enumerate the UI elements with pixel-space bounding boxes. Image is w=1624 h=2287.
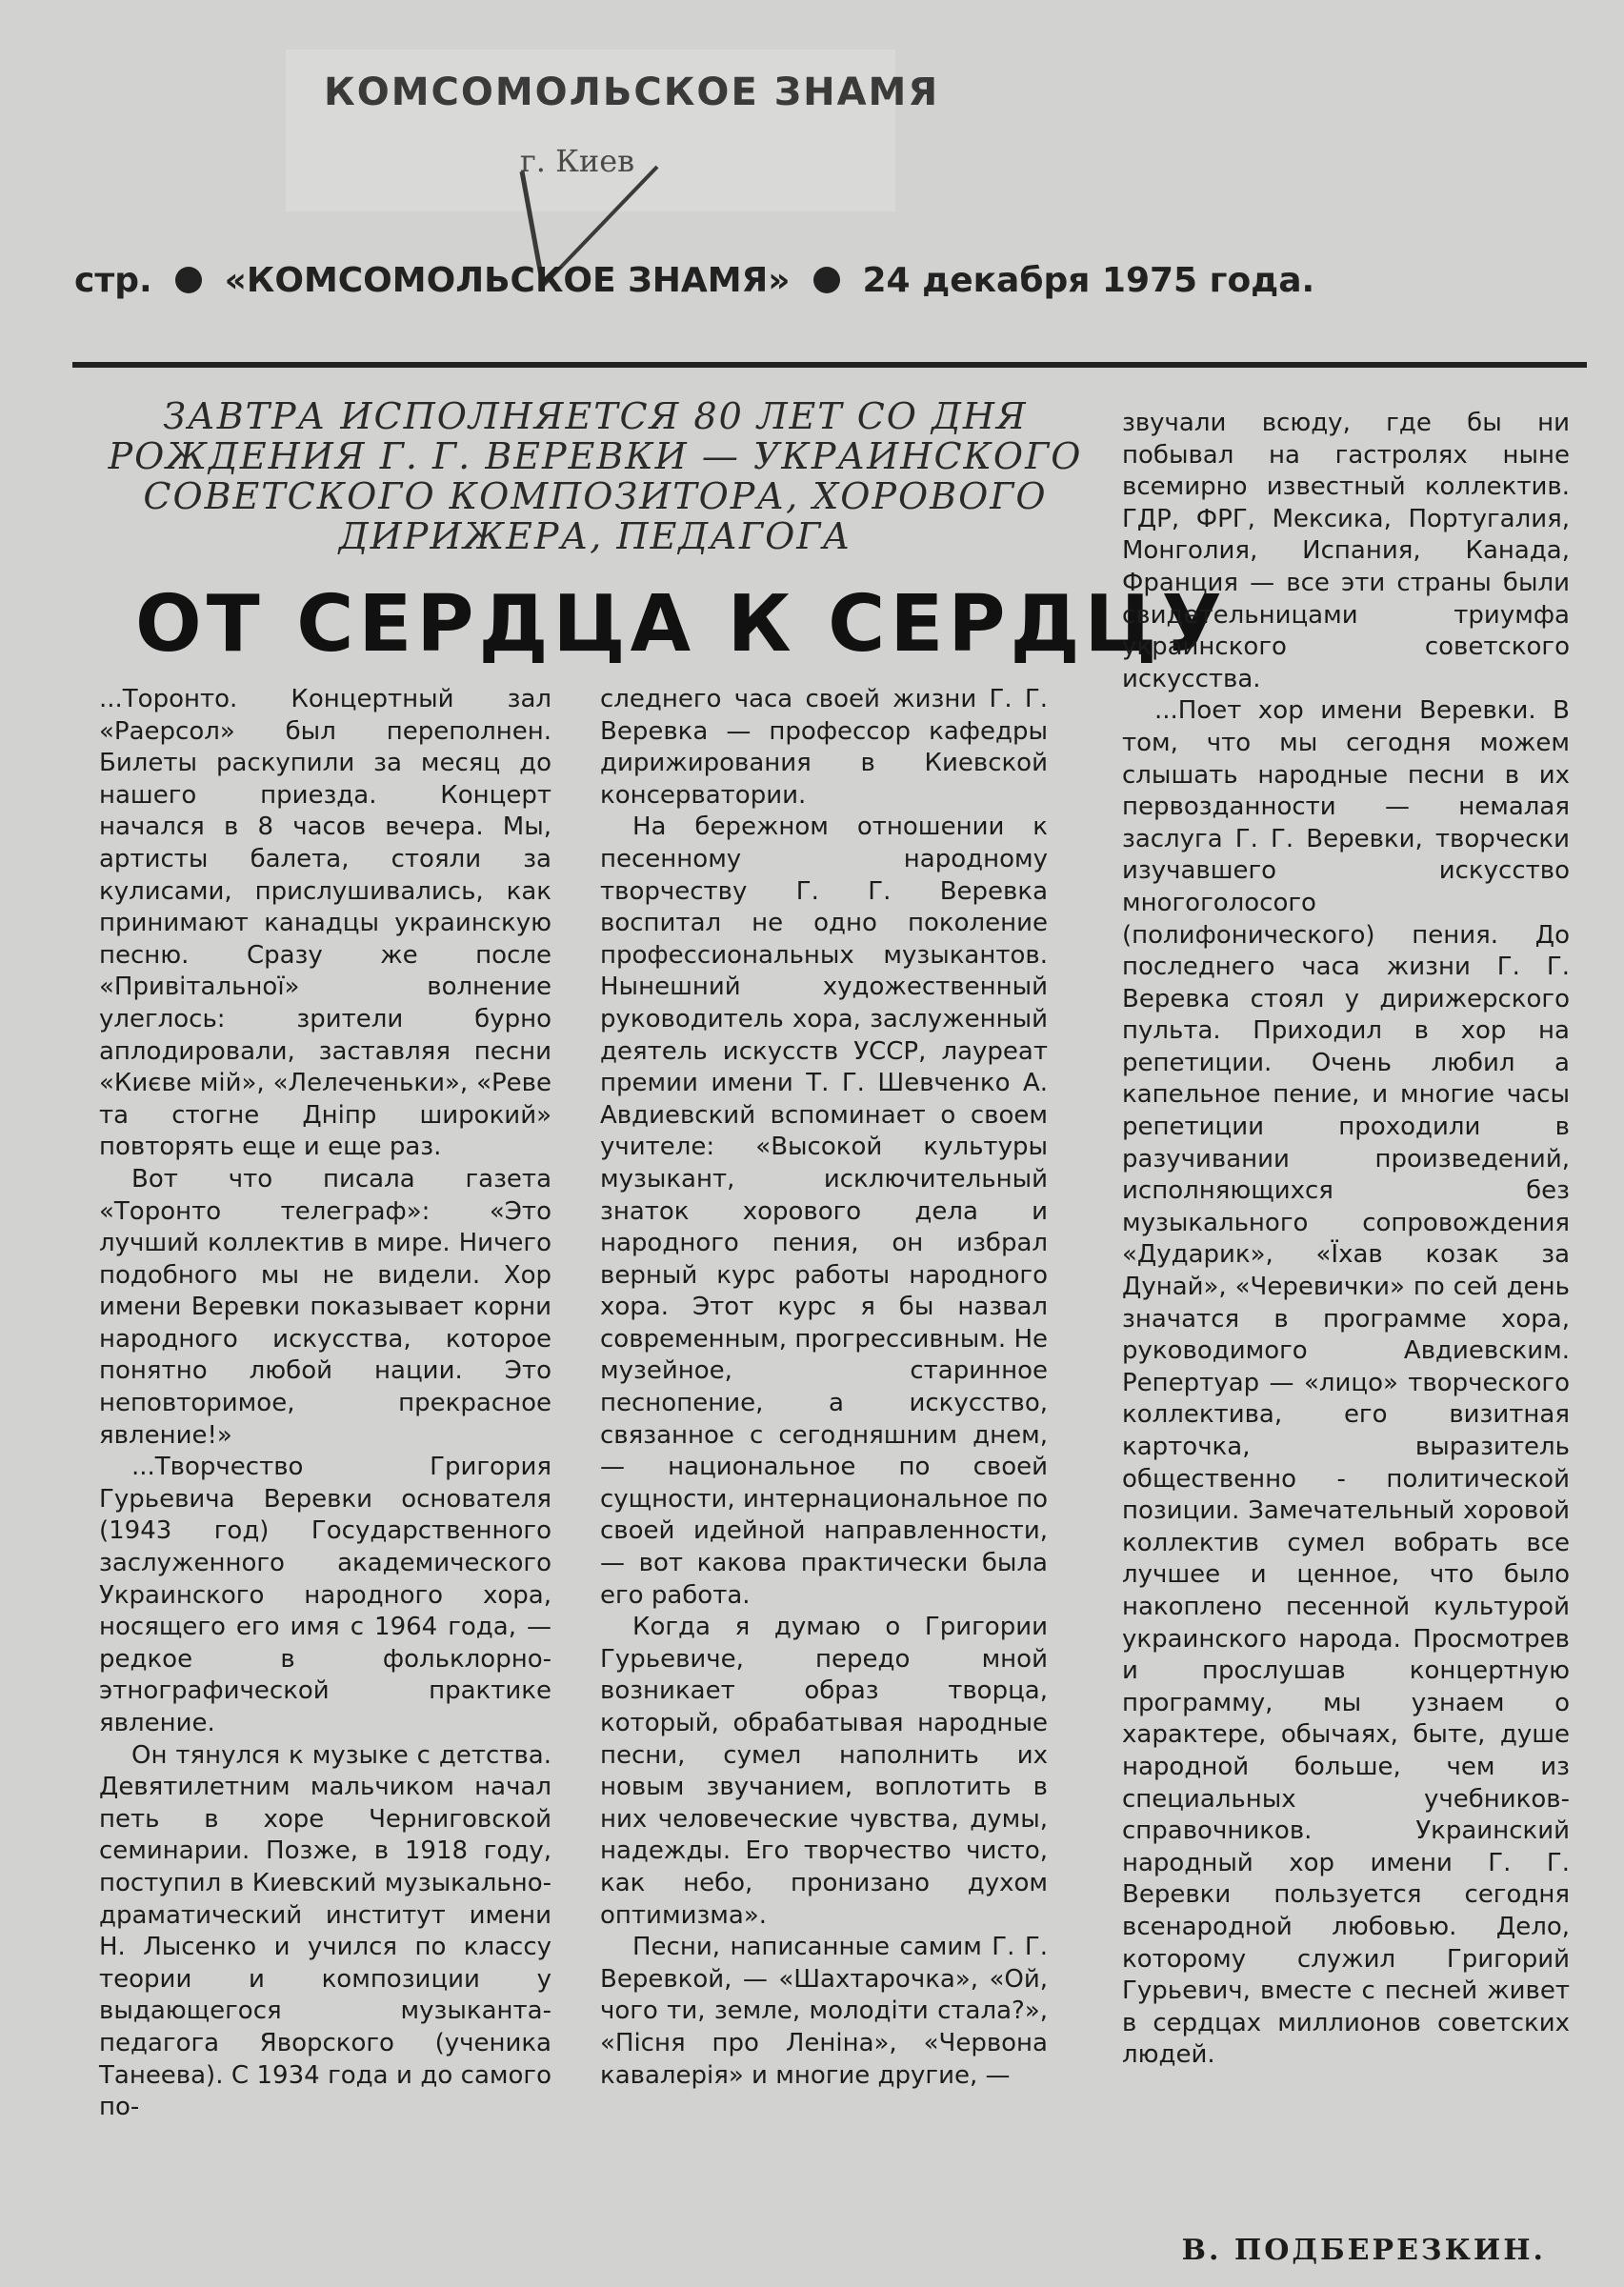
paragraph: Песни, написанные самим Г. Г. Веревкой, — «Шахтарочка», «Ой, чого ти, земле, молодіти стала?», «Пісня про Леніна», «Червона кавалерія» и многие другие, — xyxy=(600,1933,1048,2090)
article-column-2 xyxy=(600,684,1048,2092)
bullet-icon xyxy=(813,267,840,293)
newspaper-header xyxy=(74,261,1314,300)
bullet-icon xyxy=(175,267,202,293)
article-kicker: ЗАВТРА ИСПОЛНЯЕТСЯ 80 ЛЕТ СО ДНЯ РОЖДЕНИЯ Г. Г. ВЕРЕВКИ — УКРАИНСКОГО СОВЕТСКОГО КОМПОЗИТОРА, ХОРОВОГО ДИРИЖЕРА, ПЕДАГОГА xyxy=(108,395,1083,557)
article-headline: ОТ СЕРДЦА К СЕРДЦУ xyxy=(135,579,1227,670)
paragraph: Когда я думаю о Григории Гурьевиче, передо мной возникает образ творца, который, обрабатывая народные песни, сумел наполнить их новым звучанием, воплотить в них человеческие чувства, думы, надежды. Его творчество чисто, как небо, пронизано духом оптимизма». xyxy=(600,1613,1048,1930)
issue-date: 24 декабря 1975 года. xyxy=(862,261,1315,300)
paragraph: Он тянулся к музыке с детства. Девятилетним мальчиком начал петь в хоре Черниговской семинарии. Позже, в 1918 году, поступил в Киевский музыкально-драматический институт имени Н. Лысенко и учился по классу теории и композиции у выдающегося музыканта-педагога Яворского (ученика Танеева). С 1934 года и до самого по- xyxy=(99,1740,551,2122)
paragraph: На бережном отношении к песенному народному творчеству Г. Г. Веревка воспитал не одно поколение профессиональных музыкантов. Нынешний художественный руководитель хора, заслуженный деятель искусств УССР, лауреат премии имени Т. Г. Шевченко А. Авдиевский вспоминает о своем учителе: «Высокой культуры музыкант, исключительный знаток хорового дела и народного пения, он избрал верный курс работы народного хора. Этот курс я бы назвал современным, прогрессивным. Не музейное, старинное песнопение, а искусство, связанное с сегодняшним днем, — национальное по своей сущности, интернациональное по своей идейной направленности, — вот какова практически была его работа. xyxy=(600,812,1048,1610)
paragraph: звучали всюду, где бы ни побывал на гастролях ныне всемирно известный коллектив. ГДР, ФРГ, Мексика, Португалия, Монголия, Испания, Канада, Франция — все эти страны были свидетельницами триумфа украинского советского искусства. xyxy=(1122,409,1570,693)
stamp-title: КОМСОМОЛЬСКОЕ ЗНАМЯ xyxy=(324,70,940,114)
paragraph: следнего часа своей жизни Г. Г. Веревка — профессор кафедры дирижирования в Киевской консерватории. xyxy=(600,685,1048,810)
paragraph: Вот что писала газета «Торонто телеграф»: «Это лучший коллектив в мире. Ничего подобного мы не видели. Хор имени Веревки показывает корни народного искусства, которое понятно любой нации. Это неповторимое, прекрасное явление!» xyxy=(99,1164,551,1450)
header-rule xyxy=(72,362,1587,368)
stamp-city: г. Киев xyxy=(520,143,635,179)
paragraph: ...Поет хор имени Веревки. В том, что мы сегодня можем слышать народные песни в их первозданности — немалая заслуга Г. Г. Веревки, творчески изучавшего искусство многоголосого (полифонического) пения. До последнего часа жизни Г. Г. Веревка стоял у дирижерского пульта. Приходил в хор на репетиции. Очень любил а капельное пение, и многие часы репетиции проходили в разучивании произведений, исполняющихся без музыкального сопровождения «Дударик», «Їхав козак за Дунай», «Черевички» по сей день значатся в программе хора, руководимого Авдиевским. Репертуар — «лицо» творческого коллектива, его визитная карточка, выразитель общественно - политической позиции. Замечательный хоровой коллектив сумел вобрать все лучшее и ценное, что было накоплено песенной культурой украинского народа. Просмотрев и прослушав концертную программу, мы узнаем о характере, обычаях, быте, душе народной больше, чем из специальных учебников-справочников. Украинский народный хор имени Г. Г. Веревки пользуется сегодня всенародной любовью. Дело, которому служил Григорий Гурьевич, вместе с песней живет в сердцах миллионов советских людей. xyxy=(1122,696,1570,2070)
paragraph: ...Творчество Григория Гурьевича Веревки основателя (1943 год) Государственного заслуженного академического Украинского народного хора, носящего его имя с 1964 года, — редкое в фольклорно-этнографической практике явление. xyxy=(99,1453,551,1737)
article-column-3 xyxy=(1122,408,1570,2072)
paragraph: ...Торонто. Концертный зал «Раерсол» был переполнен. Билеты раскупили за месяц до нашего приезда. Концерт начался в 8 часов вечера. Мы, артисты балета, стояли за кулисами, прислушивались, как принимают канадцы украинскую песню. Сразу же после «Привітальної» волнение улеглось: зрители бурно аплодировали, заставляя песни «Києве мій», «Лелеченьки», «Реве та стогне Дніпр широкий» повторять еще и еще раз. xyxy=(99,685,551,1162)
page-prefix: стр. xyxy=(74,261,152,300)
article-column-1 xyxy=(99,684,551,2124)
author-signature: В. ПОДБЕРЕЗКИН. xyxy=(1181,2234,1546,2267)
newspaper-name: «КОМСОМОЛЬСКОЕ ЗНАМЯ» xyxy=(224,261,791,300)
